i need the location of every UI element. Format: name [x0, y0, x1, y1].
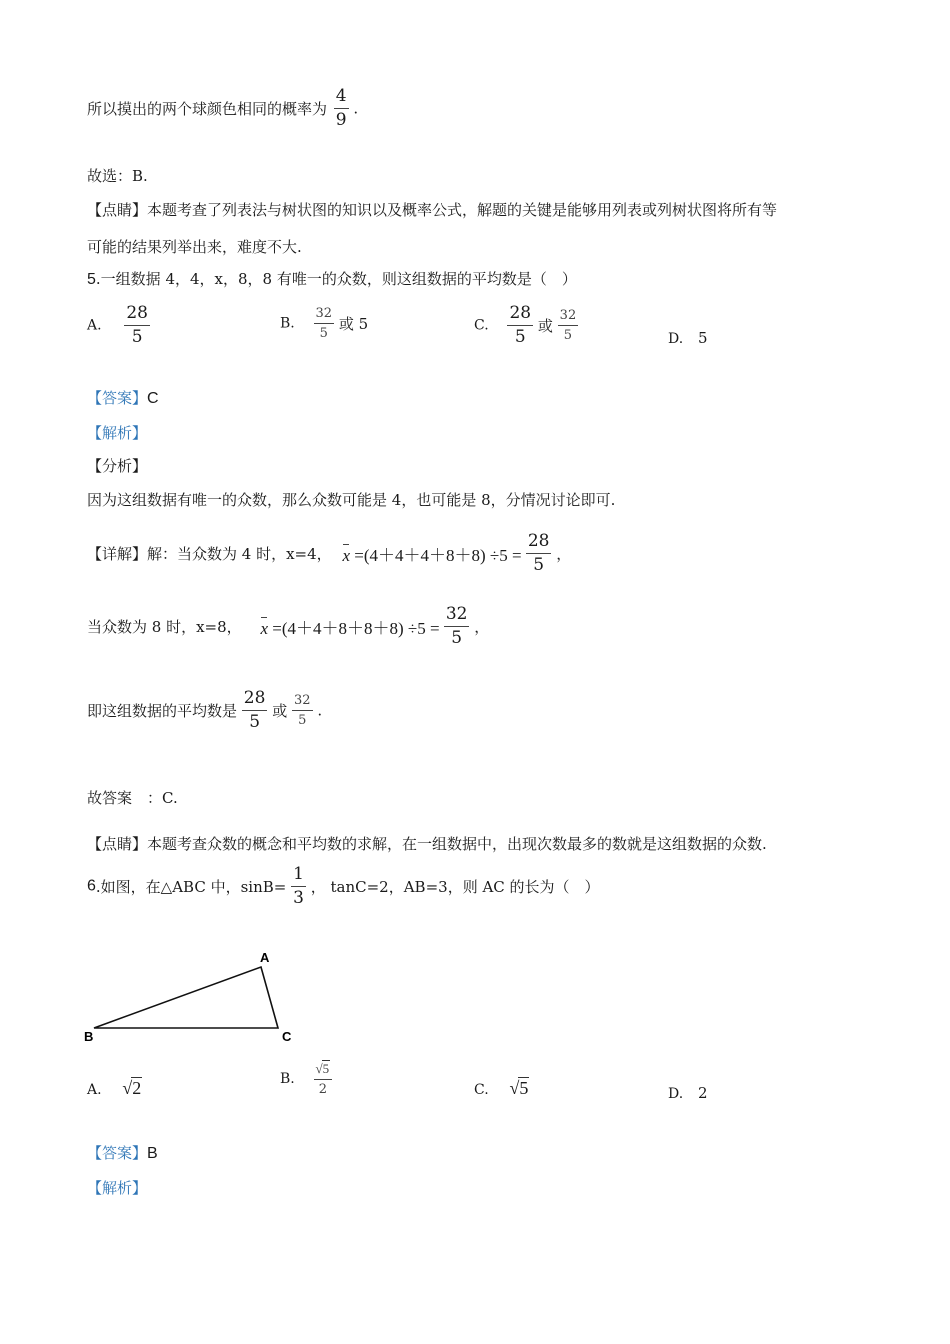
question-number: 6: [87, 877, 96, 895]
option-label: D.: [668, 331, 684, 347]
q6-option-c[interactable]: [474, 1078, 529, 1099]
option-fraction-1: [507, 305, 533, 346]
q5-detail-line-3: [87, 690, 322, 731]
q6-analysis-tag: 【解析】: [87, 1179, 148, 1197]
q5-conclusion: 故答案 ：C.: [87, 789, 178, 807]
option-value: 5: [697, 329, 708, 347]
q5-analysis-tag: 【解析】: [87, 424, 148, 442]
q6-option-d[interactable]: [668, 1084, 708, 1102]
fraction-denominator: 5: [249, 712, 261, 732]
probability-conclusion: [87, 88, 358, 129]
dianjing-tag: 【点睛】: [87, 835, 148, 853]
option-value: 2: [697, 1084, 708, 1102]
option-tail: 或 5: [338, 315, 369, 333]
q6-answer: [87, 1142, 158, 1163]
probability-text: 所以摸出的两个球颜色相同的概率为: [87, 100, 328, 118]
question-text-b: ， tanC=2，AB=3，则 AC 的长为（ ）: [310, 878, 600, 896]
question-number: 5: [87, 271, 96, 288]
dianjing-paragraph-1: [87, 199, 777, 220]
question-text: .一组数据 4，4，x，8，8 有唯一的众数，则这组数据的平均数是（ ）: [95, 270, 577, 288]
vertex-label-b: B: [84, 1029, 94, 1044]
option-label: D.: [668, 1086, 684, 1102]
x-bar: x: [260, 619, 268, 638]
option-label: C.: [474, 1082, 489, 1098]
option-label: B.: [280, 1071, 295, 1087]
fraction-denominator: 5: [533, 555, 545, 575]
sentence-end: .: [353, 99, 359, 118]
q6-option-b[interactable]: [280, 1062, 332, 1096]
choice-statement: 故选：B.: [87, 167, 148, 185]
result-end: .: [317, 701, 323, 720]
equation-end: ，: [556, 545, 572, 563]
fraction-denominator: 5: [563, 328, 573, 343]
result-fraction-2: [292, 694, 313, 727]
answer-tag: 【答案】: [87, 389, 148, 407]
q5-fenxi-text: 因为这组数据有唯一的众数，那么众数可能是 4，也可能是 8，分情况讨论即可.: [87, 491, 616, 509]
fraction-numerator: 28: [242, 690, 268, 711]
q5-detail-line-2: [87, 606, 489, 647]
equation-body: =(4＋4＋8＋8＋8) ÷5 =: [272, 619, 440, 638]
radicand: 5: [519, 1078, 529, 1098]
result-or: 或: [272, 702, 288, 720]
option-fraction: [314, 1062, 333, 1096]
detail-text: 即这组数据的平均数是: [87, 702, 238, 720]
option-fraction-2: [558, 309, 579, 342]
fraction-numerator: 32: [292, 694, 313, 711]
triangle-abc: [94, 967, 278, 1028]
fraction-4-9: [334, 88, 349, 129]
equation-body: =(4＋4＋4＋8＋8) ÷5 =: [354, 546, 522, 565]
q5-dianjing: [87, 833, 767, 854]
radicand: 2: [132, 1078, 142, 1098]
option-fraction: [314, 307, 335, 340]
option-label: B.: [280, 315, 295, 332]
equation-fraction: [526, 533, 552, 574]
fraction-numerator: 4: [334, 88, 349, 109]
question-5-stem: [87, 268, 577, 289]
q6-option-a[interactable]: [87, 1078, 142, 1099]
fraction-denominator: 5: [298, 713, 307, 728]
equation-end: ，: [474, 618, 490, 636]
fraction-denominator: 2: [318, 1082, 327, 1097]
fraction-denominator: 5: [131, 327, 143, 347]
sqrt-expression: √5: [509, 1078, 529, 1098]
detail-tag: 【详解】: [87, 545, 148, 563]
fraction-numerator: √5: [314, 1062, 333, 1080]
question-text-a: .如图，在△ABC 中，sinB=: [95, 878, 287, 896]
vertex-label-a: A: [260, 950, 270, 965]
answer-value: C: [147, 390, 159, 407]
answer-tag: 【答案】: [87, 1144, 148, 1162]
option-label: A.: [87, 317, 102, 334]
triangle-figure: [80, 945, 310, 1050]
radicand: 5: [322, 1061, 330, 1076]
dianjing-tag: 【点睛】: [87, 201, 148, 219]
fraction-numerator: 32: [314, 307, 335, 324]
equation-2: [260, 619, 443, 638]
q5-detail-line-1: [87, 533, 571, 574]
option-or: 或: [537, 317, 553, 335]
fraction-numerator: 28: [507, 305, 533, 326]
detail-text: 当众数为 8 时，x=8，: [87, 618, 242, 636]
fraction-denominator: 5: [319, 326, 328, 341]
detail-text: 解：当众数为 4 时，x=4，: [147, 545, 332, 563]
equation-fraction: [444, 606, 470, 647]
fraction-numerator: 28: [526, 533, 552, 554]
question-6-stem: [87, 866, 600, 907]
x-bar: x: [342, 546, 350, 565]
q5-option-b[interactable]: [280, 307, 368, 340]
option-label: C.: [474, 317, 489, 334]
fraction-denominator: 5: [451, 628, 463, 648]
sin-fraction: [291, 866, 306, 907]
result-fraction-1: [242, 690, 268, 731]
q5-option-d[interactable]: [668, 329, 708, 347]
dianjing-line-2: 可能的结果列举出来，难度不大.: [87, 238, 302, 256]
option-fraction: [124, 305, 150, 346]
equation-1: [342, 546, 525, 565]
q5-option-a[interactable]: [87, 305, 150, 346]
dianjing-line-1: 本题考查了列表法与树状图的知识以及概率公式，解题的关键是能够用列表或列树状图将所有等: [147, 201, 778, 219]
dianjing-text: 本题考查众数的概念和平均数的求解，在一组数据中，出现次数最多的数就是这组数据的众数.: [147, 835, 767, 853]
fraction-numerator: 32: [558, 309, 579, 326]
q5-fenxi-tag: 【分析】: [87, 457, 148, 475]
option-label: A.: [87, 1082, 102, 1098]
fraction-numerator: 1: [291, 866, 306, 887]
fraction-denominator: 3: [293, 888, 304, 908]
sqrt-expression: √2: [122, 1078, 142, 1098]
fraction-numerator: 28: [124, 305, 150, 326]
q5-option-c[interactable]: [474, 305, 578, 346]
fraction-denominator: 5: [514, 327, 526, 347]
fraction-denominator: 9: [335, 110, 347, 130]
q5-answer: [87, 387, 159, 408]
fraction-numerator: 32: [444, 606, 470, 627]
vertex-label-c: C: [282, 1029, 292, 1044]
answer-value: B: [147, 1145, 158, 1162]
